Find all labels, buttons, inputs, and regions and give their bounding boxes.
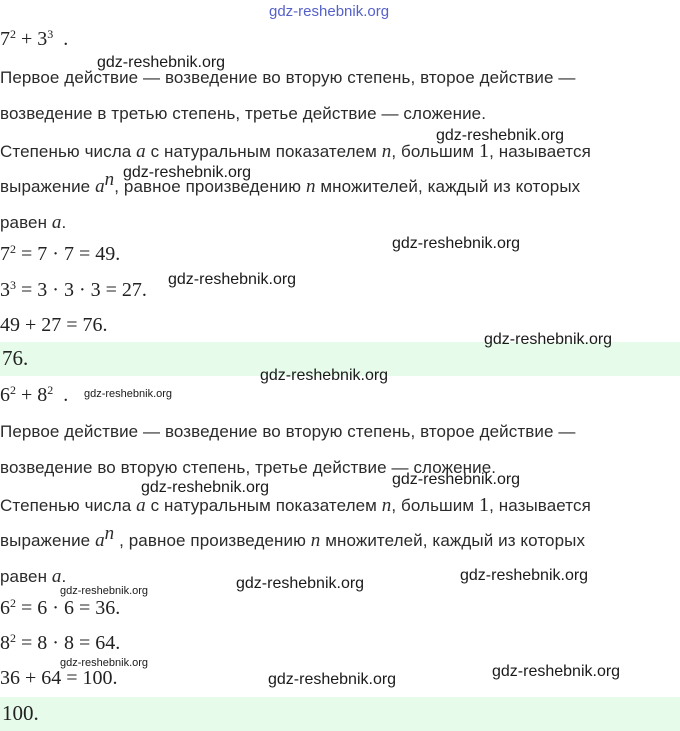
watermark: gdz-reshebnik.org <box>123 164 252 181</box>
watermark: gdz-reshebnik.org <box>268 671 397 688</box>
watermark: gdz-reshebnik.org <box>436 127 565 144</box>
watermark: gdz-reshebnik.org <box>60 585 149 597</box>
watermark: gdz-reshebnik.org <box>141 479 270 496</box>
watermark: gdz-reshebnik.org <box>236 575 365 592</box>
definition-1-line3: равен a. <box>0 212 67 233</box>
calculation-2-square-a: $6^2 = 6 \cdot 6 = 36$. <box>0 596 121 619</box>
expression-1: $7^2 + 3^3$ . <box>0 27 69 50</box>
definition-1-line1: Степенью числа a с натуральным показателем n, большим 1, называется <box>0 140 591 162</box>
order-text-1a: Первое действие — возведение во вторую степень, второе действие — <box>0 68 576 87</box>
watermark: gdz-reshebnik.org <box>269 3 390 20</box>
calculation-1-cube: $3^3 = 3 \cdot 3 \cdot 3 = 27$. <box>0 278 147 301</box>
definition-1-line2: выражение $a^n$, равное произведению n множителей, каждый из которых <box>0 169 581 197</box>
watermark: gdz-reshebnik.org <box>260 367 389 384</box>
calculation-2-square-b: $8^2 = 8 \cdot 8 = 64$. <box>0 631 121 654</box>
calculation-2-sum: 36 + 64 = 100. <box>0 667 118 689</box>
answer-1: 76. <box>2 346 29 370</box>
watermark: gdz-reshebnik.org <box>484 331 613 348</box>
watermark: gdz-reshebnik.org <box>492 663 621 680</box>
answer-2-box <box>0 697 680 731</box>
calculation-1-square: $7^2 = 7 \cdot 7 = 49$. <box>0 242 121 265</box>
definition-2-line2: выражение $a^n$ , равное произведению n множителей, каждый из которых <box>0 523 586 551</box>
watermark: gdz-reshebnik.org <box>168 271 297 288</box>
watermark: gdz-reshebnik.org <box>97 54 226 71</box>
expression-2: $6^2 + 8^2$ . <box>0 383 69 406</box>
order-text-1b: возведение в третью степень, третье действие — сложение. <box>0 104 487 123</box>
order-text-2a: Первое действие — возведение во вторую степень, второе действие — <box>0 422 576 441</box>
answer-2: 100. <box>2 701 39 725</box>
definition-2-line3: равен a. <box>0 566 67 587</box>
watermark: gdz-reshebnik.org <box>392 235 521 252</box>
definition-2-line1: Степенью числа a с натуральным показателем n, большим 1, называется <box>0 494 591 516</box>
watermark: gdz-reshebnik.org <box>392 471 521 488</box>
order-text-2b: возведение во вторую степень, третье действие — сложение. <box>0 458 497 477</box>
watermark: gdz-reshebnik.org <box>60 657 149 669</box>
watermark: gdz-reshebnik.org <box>84 388 173 400</box>
watermark: gdz-reshebnik.org <box>460 567 589 584</box>
calculation-1-sum: 49 + 27 = 76. <box>0 314 108 336</box>
